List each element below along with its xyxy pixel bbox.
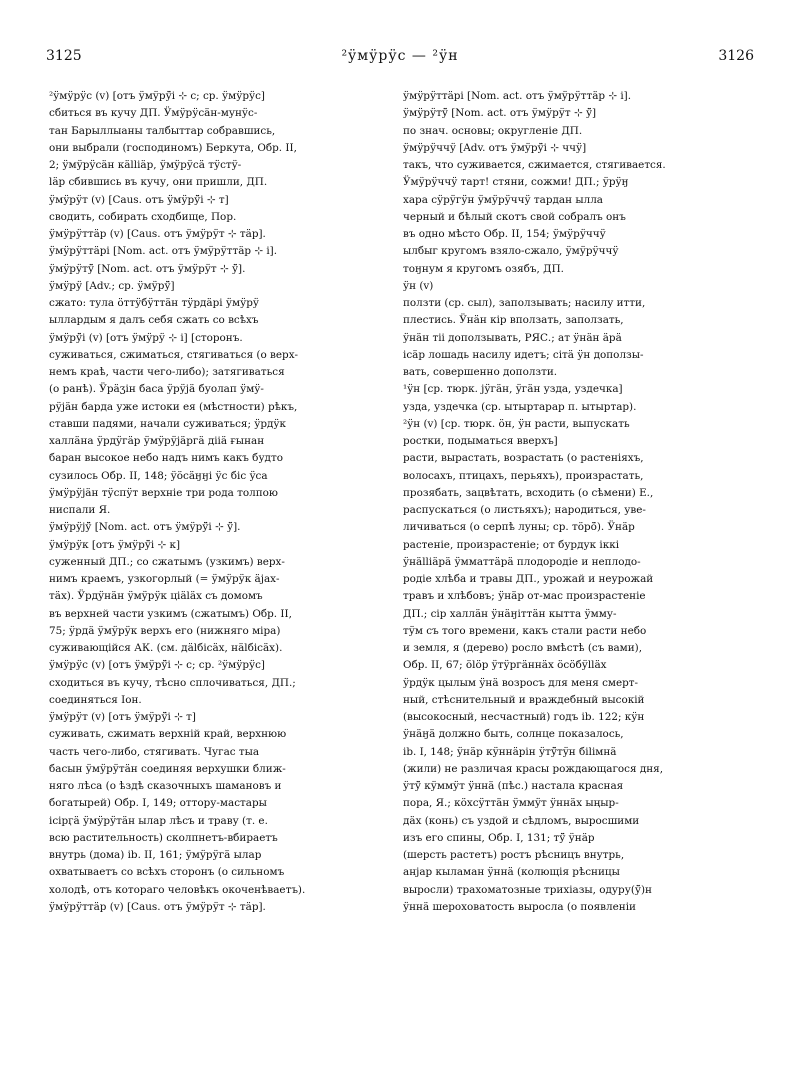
text-line: ниспали Я. [49, 504, 111, 516]
text-line: ӱнӓӈӓ должно быть, солнце показалось, [403, 728, 624, 741]
text-line: въ верхней части узкимъ (сжатымъ) Обр. II, [49, 607, 292, 620]
text-line: ӱнӓlliӓрӓ ӱмматтӓрӓ плодородiе и неплодо- [403, 555, 641, 568]
text-line: вать, совершенно доползти. [403, 366, 558, 378]
text-line: ӱн (v) [403, 279, 434, 292]
text-line: ӱмӱрӱттӓрi [Nom. act. отъ ӱмӱрӱттӓр ⊹ i]. [49, 245, 278, 258]
text-line: Обр. II, 67; ӧlӧр ӱтӱргӓннӓх ӧсӧбӱllӓх [403, 659, 607, 672]
text-line: сбиться въ кучу ДП. Ӱмӱрӱсӓн-мунӱс- [49, 107, 258, 120]
text-line: ӱмӱрӱjӱ̄ [Nom. act. отъ ӱмӱрӱ̄i ⊹ ӱ̄]. [49, 521, 241, 534]
text-line: ib. I, 148; ӱнӓр кӱннӓрiн ӱтӱ̄тӱн бiliмнӓ [403, 745, 617, 758]
text-line: сходиться въ кучу, тѣсно сплочиваться, ДП.; [49, 676, 296, 689]
text-line: ӱмӱрӱк [отъ ӱмӱрӱ̄i ⊹ к] [49, 538, 181, 551]
text-line: личиваться (о серпѣ луны; ср. тӧрӧ̄). Ӱнӓр [403, 521, 635, 534]
text-line: анjар кыламан ӱннӓ (колющiя рѣсницы [403, 866, 620, 879]
text-line: прозябать, зацвѣтать, всходить (о сѣмени) Е., [403, 486, 654, 499]
text-line: ӱнӓн тii доползывать, РЯС.; ат ӱнӓн ӓрӓ [403, 331, 622, 344]
text-line: тоӈнум я кругомъ озябъ, ДП. [403, 262, 564, 275]
text-line: ²ӱмӱрӱс (v) [отъ ӱмӱрӱ̄i ⊹ с; ср. ӱмӱрӱс] [49, 90, 265, 102]
text-line: ӱмӱрӱс (v) [отъ ӱмӱрӱ̄i ⊹ с; ср. ²ӱмӱрӱс] [49, 659, 265, 672]
text-line: ползти (ср. сыл), заползывать; насилу итти, [403, 297, 646, 309]
text-line: травъ и хлѣбовъ; ӱнӓр от-мас произрастенiе [403, 590, 646, 603]
text-line: 2; ӱмӱрӱсӓн кӓlliӓр, ӱмӱрӱсӓ тӱстӱ- [49, 159, 242, 171]
text-line: ӱмӱрӱччӱ [Adv. отъ ӱмӱрӱ̄i ⊹ ччӱ] [403, 141, 587, 154]
page-number-right: 3126 [718, 48, 754, 64]
text-line: ²ӱн (v) [ср. тюрк. ӧн, ӱн расти, выпускать [403, 417, 630, 430]
text-line: ӱмӱрӱтӱ̄ [Nom. act. отъ ӱмӱрӱт ⊹ ӱ̄] [403, 107, 597, 120]
text-line: соединяться Іон. [49, 693, 142, 706]
text-line: рӱjӓн барда уже истоки ея (мѣстности) рѣкъ, [49, 400, 298, 413]
text-line: суживающiйся АК. (см. дӓlбiсӓх, нӓlбiсӓх). [49, 642, 283, 654]
text-line: басын ӱмӱрӱтӓн соединяя верхушки ближ- [49, 762, 286, 775]
text-line: растенiе, произрастенiе; от бурдук iккi [403, 538, 620, 551]
text-line: ӱмӱрӱттӓрi [Nom. act. отъ ӱмӱрӱттӓр ⊹ i]. [403, 90, 632, 102]
text-line: тан Барыллыаны талбыттар собравшись, [49, 124, 276, 137]
text-line: Ӱмӱрӱччӱ тарт! стяни, сожми! ДП.; ӱрӱӈ [403, 176, 629, 189]
text-line: ӱмӱрӱ̄i (v) [отъ ӱмӱрӱ ⊹ i] [сторонъ. [49, 331, 243, 344]
text-line: ДП.; сiр халлӓн ӱнӓӈiттӓн кытта ӱмму- [403, 607, 617, 620]
text-line: богатырей) Обр. I, 149; оттору-мастары [49, 797, 267, 810]
text-line: тӱм съ того времени, какъ стали расти небо [403, 624, 647, 637]
text-line: (о ранѣ). Ӱрӓӡiн баса ӱрӱjӓ буолап ӱмӱ- [49, 383, 264, 396]
text-line: iсiрӷӓ ӱмӱрӱтӓн ылар лѣсъ и траву (т. е. [49, 814, 268, 827]
text-line: ный, стѣснительный и враждебный высокiй [403, 693, 645, 706]
text-line: расти, вырастать, возрастать (о растенiяхъ, [403, 452, 644, 465]
text-line: тӓх). Ӱрдӱнӓн ӱмӱрӱк цiӓlӓх съ домомъ [49, 590, 263, 603]
text-line: въ одно мѣсто Обр. II, 154; ӱмӱрӱччӱ [403, 228, 606, 240]
text-line: lӓр сбившись въ кучу, они пришли, ДП. [49, 176, 268, 189]
text-line: волосахъ, птицахъ, перьяхъ), произрастать, [403, 469, 644, 482]
text-line: ӱтӱ̄ кӱммӱт ӱннӓ (пѣс.) настала красная [403, 780, 624, 792]
text-line: (шерсть растетъ) ростъ рѣсницъ внутрь, [403, 849, 625, 861]
text-line: внутрь (дома) ib. II, 161; ӱмӱрӱгӓ ылар [49, 849, 262, 861]
text-line: сузилось Обр. II, 148; ӱӧсӓӈӈi ӱс бiс ӱса [49, 469, 268, 482]
text-line: изъ его спины, Обр. I, 131; тӱ̄ ӱнӓр [403, 831, 595, 844]
text-line: немъ краѣ, части чего-либо); затягиваться [49, 366, 285, 378]
text-line: по знач. основы; округленiе ДП. [403, 124, 583, 137]
text-line: сводить, собирать сходбище, Пор. [49, 210, 237, 223]
text-line: они выбрали (господиномъ) Беркута, Обр. II, [49, 141, 297, 154]
text-line: ӱннӓ шероховатость выросла (о появленiи [403, 900, 636, 913]
text-line: нимъ краемъ, узкогорлый (= ӱмӱрӱк ӓjах- [49, 573, 280, 585]
text-line: ӱмӱрӱттӓр (v) [Caus. отъ ӱмӱрӱт ⊹ тӓр]. [49, 228, 266, 240]
text-line: холодѣ, отъ котораго человѣкъ окоченѣваетъ). [49, 883, 306, 896]
text-line: ӱмӱрӱттӓр (v) [Caus. отъ ӱмӱрӱт ⊹ тӓр]. [49, 900, 266, 913]
text-line: суживать, сжимать верхнiй край, верхнюю [49, 728, 287, 741]
text-line: iсӓр лошадь насилу идетъ; сiтӓ ӱн доползы- [403, 348, 644, 361]
running-title: ²ӱмӱрӱс — ²ӱн [341, 48, 459, 64]
text-line: охватываетъ со всѣхъ сторонъ (о сильномъ [49, 866, 285, 879]
text-line: хара сӱрӱгӱн ӱмӱрӱччӱ тардан ылла [403, 193, 603, 206]
text-line: ӱмӱрӱт (v) [отъ ӱмӱрӱ̄i ⊹ т] [49, 711, 196, 723]
text-line: ¹ӱн [ср. тюрк. jӱгӓн, ӱгӓн узда, уздечка] [403, 383, 623, 396]
text-line: баран высокое небо надъ нимъ какъ будто [49, 452, 283, 465]
text-line: ӱмӱрӱjӓн тӱспӱт верхнiе три рода толпою [49, 486, 278, 499]
page-header [0, 48, 800, 72]
text-line: дӓх (конь) съ уздой и сѣдломъ, выросшими [403, 814, 640, 827]
text-line: плестись. Ӱнӓн кiр вползать, заползать, [403, 314, 624, 327]
text-line: няго лѣса (о ѣздѣ сказочныхъ шамановъ и [49, 780, 282, 792]
text-line: узда, уздечка (ср. ытыртарар п. ытыртар). [403, 400, 637, 413]
text-line: такъ, что суживается, сжимается, стягивается. [403, 159, 666, 171]
text-line: (высокосный, несчастный) годъ ib. 122; кӱн [403, 711, 645, 723]
text-line: ыллардым я далъ себя сжать со всѣхъ [49, 314, 259, 327]
text-line: и земля, я (дерево) росло вмѣстѣ (съ вами), [403, 642, 643, 654]
text-line: сжато: тула ӧттӱбӱттӓн тӱрдӓрi ӱмӱрӱ [49, 297, 259, 309]
text-line: часть чего-либо, стягивать. Чугас тыа [49, 745, 260, 758]
text-line: (жили) не различая красы рождающагося дня, [403, 762, 664, 775]
text-line: ылбыг кругомъ взяло-сжало, ӱмӱрӱччӱ [403, 245, 619, 258]
text-line: ӱмӱрӱ [Adv.; ср. ӱмӱрӱ̄] [49, 279, 175, 292]
text-line: ӱмӱрӱт (v) [Caus. отъ ӱмӱрӱ̄i ⊹ т] [49, 193, 229, 206]
text-line: черный и бѣлый скотъ свой собралъ онъ [403, 210, 626, 223]
text-line: ставши падями, начали суживаться; ӱрдӱк [49, 417, 287, 430]
left-column [49, 88, 349, 916]
text-line: суженный ДП.; со сжатымъ (узкимъ) верх- [49, 555, 285, 568]
text-line: ростки, подыматься вверхъ] [403, 435, 558, 447]
text-line: всю растительность) сколпнетъ-вбираетъ [49, 831, 278, 844]
text-line: суживаться, сжиматься, стягиваться (о верх- [49, 348, 299, 361]
text-line: пора, Я.; кӧхсӱттӓн ӱммӱт ӱннӓх ыңыр- [403, 797, 619, 810]
text-line: выросли) трахоматозные трихiазы, одуру(ӱ̄)н [403, 883, 652, 896]
text-line: распускаться (о листьяхъ); народиться, уве- [403, 504, 646, 516]
page-number-left: 3125 [46, 48, 82, 64]
text-line: ӱрдӱк цылым ӱнӓ возросъ для меня смерт- [403, 676, 639, 689]
text-line: ӱмӱрӱтӱ̄ [Nom. act. отъ ӱмӱрӱт ⊹ ӱ̄]. [49, 262, 246, 275]
text-line: родiе хлѣба и травы ДП., урожай и неурожай [403, 573, 654, 585]
text-line: 75; ӱрдӓ ӱмӱрӱк верхъ его (нижняго мiра) [49, 624, 281, 637]
right-column [403, 88, 709, 916]
text-line: халлӓна ӱрдӱгӓр ӱмӱрӱjӓргӓ дiiӓ ғынан [49, 435, 265, 447]
